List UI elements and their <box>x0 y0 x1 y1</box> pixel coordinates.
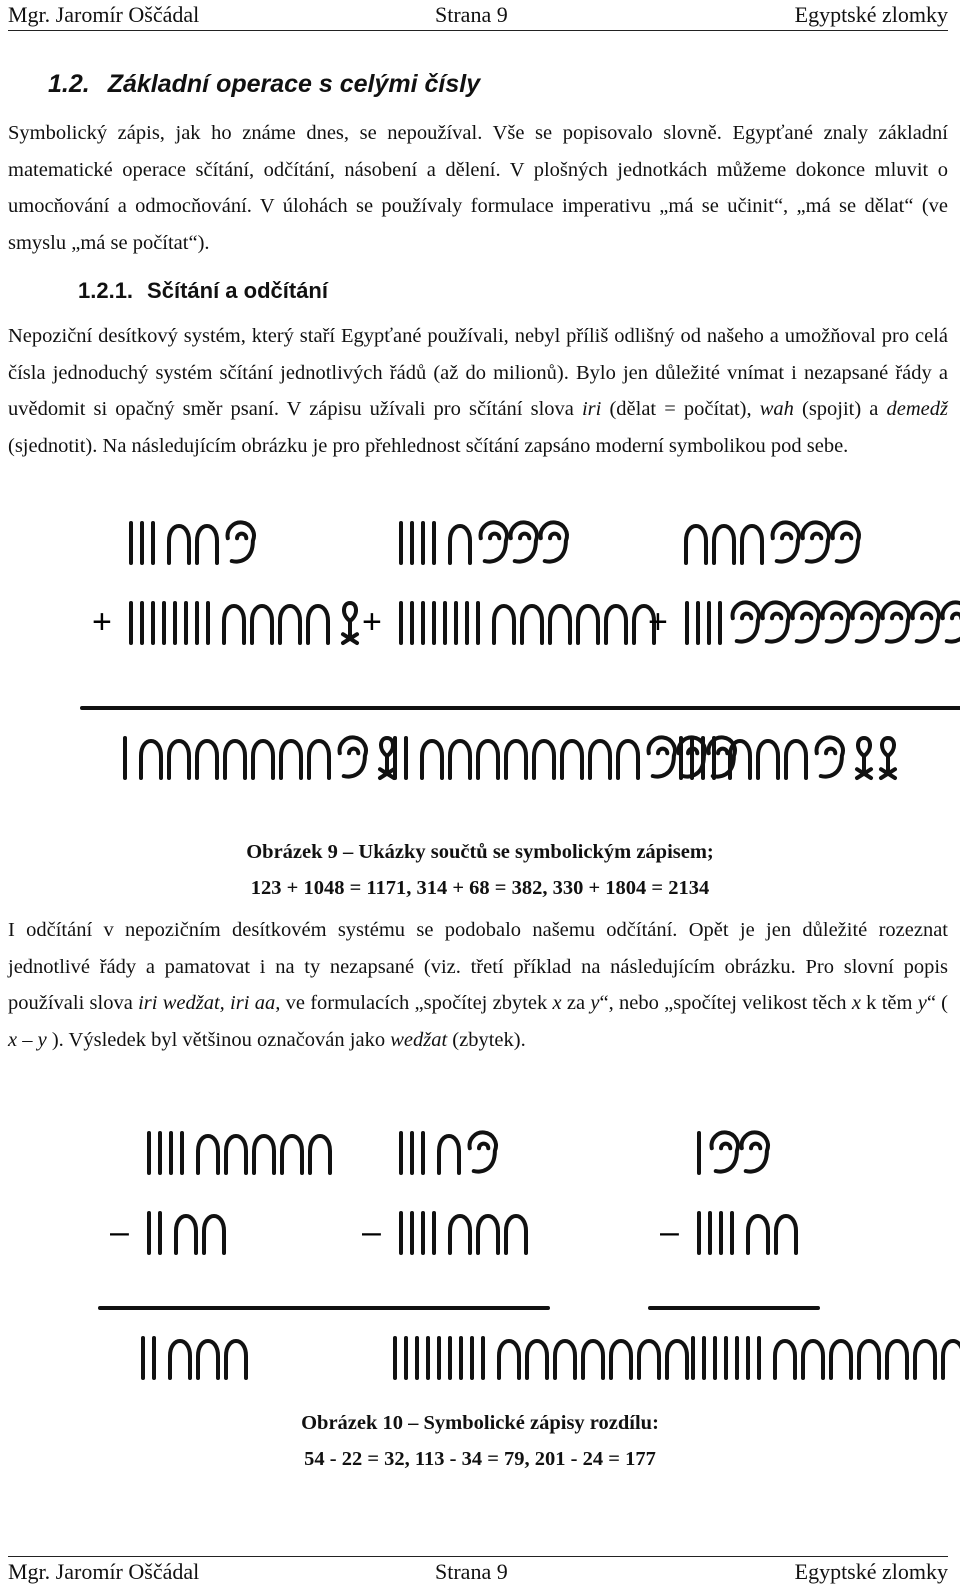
header-doc-title: Egyptské zlomky <box>794 2 948 27</box>
section-title: Základní operace s celými čísly <box>107 70 481 98</box>
hundred-glyph <box>803 522 829 561</box>
operator-sign: – <box>362 1213 381 1251</box>
ten-glyph <box>606 606 626 643</box>
hundred-glyph <box>481 522 507 561</box>
ten-glyph <box>253 741 273 778</box>
hundred-glyph <box>773 522 799 561</box>
addition-example-3-operand-a <box>686 522 859 563</box>
ten-glyph <box>578 606 598 643</box>
ten-glyph <box>550 606 570 643</box>
ten-glyph <box>225 741 245 778</box>
ten-glyph <box>786 741 806 778</box>
subtraction-example-2-result <box>395 1338 687 1378</box>
addition-example-1-result <box>125 737 394 778</box>
subsection-heading <box>78 278 328 304</box>
ten-glyph <box>618 741 638 778</box>
ten-glyph <box>281 741 301 778</box>
ten-glyph <box>499 1341 519 1378</box>
ten-glyph <box>583 1341 603 1378</box>
ten-glyph <box>280 606 300 643</box>
ten-glyph <box>831 1341 851 1378</box>
header-page-number: Strana 9 <box>435 2 508 27</box>
addition-example-1-operand-a <box>131 522 254 563</box>
figure-9-caption-equations: 123 + 1048 = 1171, 314 + 68 = 382, 330 + 1804 = 2134 <box>250 877 710 899</box>
intro-paragraph: Symbolický zápis, jak ho známe dnes, se nepoužíval. Vše se popisovalo slovně. Egypťané znaly základní matematické operace sčítání, odčítání, násobení a dělení. V plošných jednotkách můžeme dokonce mluvit o umocňování a odmocňování. V úlohách se používaly formulace imperativu „má se učinit“, „má se dělat“ (ve smyslu „má se počítat“). <box>8 122 948 254</box>
ten-glyph <box>197 526 217 563</box>
thousand-glyph <box>881 738 895 778</box>
ten-glyph <box>639 1341 659 1378</box>
hundred-glyph <box>649 737 675 776</box>
ten-glyph <box>611 1341 631 1378</box>
thousand-glyph <box>857 738 871 778</box>
ten-glyph <box>197 741 217 778</box>
ten-glyph <box>506 1216 526 1253</box>
subsection-title: Sčítání a odčítání <box>147 278 328 303</box>
ten-glyph <box>803 1341 823 1378</box>
ten-glyph <box>254 1136 274 1173</box>
ten-glyph <box>198 1136 218 1173</box>
subsection-number: 1.2.1. <box>78 278 134 303</box>
ten-glyph <box>527 1341 547 1378</box>
hundred-glyph <box>742 1132 768 1171</box>
word-wedzat: wedžat <box>390 1028 448 1051</box>
addition-example-2-result <box>395 737 735 778</box>
ten-glyph <box>198 1341 218 1378</box>
subtraction-example-2-operand-b <box>401 1213 526 1253</box>
word-wah: wah <box>759 398 794 420</box>
hundred-glyph <box>763 602 789 641</box>
operator-sign: + <box>92 603 112 641</box>
ten-glyph <box>943 1341 960 1378</box>
subtraction-example-2 <box>352 1132 687 1378</box>
ten-glyph <box>758 741 778 778</box>
ten-glyph <box>226 1341 246 1378</box>
hundred-glyph <box>228 522 254 561</box>
subtraction-example-2-operand-a <box>401 1132 496 1173</box>
ten-glyph <box>169 741 189 778</box>
ten-glyph <box>478 1216 498 1253</box>
figure-9-caption <box>0 834 960 906</box>
addition-example-3-result <box>681 737 895 778</box>
hundred-glyph <box>913 602 939 641</box>
hundred-glyph <box>823 602 849 641</box>
ten-glyph <box>667 1341 687 1378</box>
hundred-glyph <box>793 602 819 641</box>
ten-glyph <box>522 606 542 643</box>
ten-glyph <box>282 1136 302 1173</box>
word-iri-wedzat: iri wedžat, iri aa, <box>138 992 281 1014</box>
subtraction-example-3 <box>650 1132 960 1378</box>
ten-glyph <box>714 526 734 563</box>
hundred-glyph <box>470 1132 496 1171</box>
subtraction-example-3-result <box>693 1337 960 1378</box>
hundred-glyph <box>541 522 567 561</box>
operator-sign: – <box>660 1213 679 1251</box>
ten-glyph <box>422 741 442 778</box>
addition-example-2-operand-a <box>401 522 567 563</box>
ten-glyph <box>439 1136 459 1173</box>
ten-glyph <box>450 526 470 563</box>
ten-glyph <box>686 526 706 563</box>
addition-example-1-operand-b <box>131 603 357 643</box>
addition-example-2 <box>352 522 735 778</box>
subtraction-example-3-operand-b <box>699 1213 796 1253</box>
hundred-glyph <box>853 602 879 641</box>
ten-glyph <box>169 526 189 563</box>
ten-glyph <box>887 1341 907 1378</box>
section-heading <box>48 70 480 99</box>
operator-sign: + <box>362 603 382 641</box>
ten-glyph <box>748 1216 768 1253</box>
ten-glyph <box>309 741 329 778</box>
header-author: Mgr. Jaromír Oščádal <box>8 2 200 27</box>
subtraction-example-1-result <box>143 1338 246 1378</box>
ten-glyph <box>506 741 526 778</box>
addition-example-2-operand-b <box>401 603 654 643</box>
ten-glyph <box>494 606 514 643</box>
page-footer <box>8 1556 948 1587</box>
page-header <box>8 0 948 31</box>
thousand-glyph <box>343 603 357 643</box>
ten-glyph <box>450 741 470 778</box>
ten-glyph <box>450 1216 470 1253</box>
hundred-glyph <box>883 602 909 641</box>
expression-x-minus-y: x – y <box>8 1028 47 1051</box>
ten-glyph <box>224 606 244 643</box>
subtraction-example-1 <box>100 1133 352 1378</box>
ten-glyph <box>204 1216 224 1253</box>
operator-sign: + <box>648 603 668 641</box>
word-iri: iri <box>581 398 602 420</box>
ten-glyph <box>776 1216 796 1253</box>
footer-doc-title: Egyptské zlomky <box>794 1559 948 1584</box>
subtraction-paragraph: I odčítání v nepozičním desítkovém systému se podobalo našemu odčítání. Opět je jen důležité rozeznat jednotlivé řády a pamatovat i na ty nezapsané (viz. třetí příklad na následujícím obrázku. Pro slovní popis používali slova iri wedžat, iri aa, ve formulacích „spočítej zbytek x za y“, nebo „spočítej velikost těch x k těm y“ ( x – y ). Výsledek byl většinou označován jako wedžat (zbytek). <box>8 919 949 1051</box>
hundred-glyph <box>817 737 843 776</box>
ten-glyph <box>859 1341 879 1378</box>
ten-glyph <box>308 606 328 643</box>
subtraction-example-1-operand-b <box>149 1213 224 1253</box>
hundred-glyph <box>733 602 759 641</box>
operator-sign: – <box>110 1213 129 1251</box>
ten-glyph <box>915 1341 935 1378</box>
hundred-glyph <box>712 1132 738 1171</box>
figure-10-caption-title: Obrázek 10 – Symbolické zápisy rozdílu: <box>301 1412 659 1434</box>
ten-glyph <box>310 1136 330 1173</box>
ten-glyph <box>742 526 762 563</box>
figure-10-caption-equations: 54 - 22 = 32, 113 - 34 = 79, 201 - 24 = 177 <box>304 1448 656 1470</box>
ten-glyph <box>141 741 161 778</box>
ten-glyph <box>176 1216 196 1253</box>
addition-example-1 <box>82 522 394 778</box>
hundred-glyph <box>511 522 537 561</box>
figure-9-hieroglyphic-addition <box>0 508 960 808</box>
footer-author: Mgr. Jaromír Oščádal <box>8 1559 200 1584</box>
ten-glyph <box>562 741 582 778</box>
ten-glyph <box>252 606 272 643</box>
addition-paragraph: Nepoziční desítkový systém, který staří Egypťané používali, nebyl příliš odlišný od našeho a umožňoval pro celá čísla jednoduchý systém sčítání jednotlivých řádů (až do milionů). Bylo jen důležité vnímat i nezapsané řády a uvědomit si opačný směr psaní. V zápisu užívali pro sčítání slova iri (dělat = počítat), wah (spojit) a demedž (sjednotit). Na následujícím obrázku je pro přehlednost sčítání zapsáno moderní symbolikou pod sebe. <box>8 325 948 457</box>
addition-example-3-operand-b <box>687 602 960 643</box>
ten-glyph <box>534 741 554 778</box>
figure-9-caption-title: Obrázek 9 – Ukázky součtů se symbolickým zápisem; <box>246 841 714 863</box>
ten-glyph <box>590 741 610 778</box>
ten-glyph <box>555 1341 575 1378</box>
subtraction-example-3-operand-a <box>699 1132 768 1173</box>
thousand-glyph <box>380 738 394 778</box>
hundred-glyph <box>833 522 859 561</box>
hundred-glyph <box>340 737 366 776</box>
ten-glyph <box>775 1341 795 1378</box>
ten-glyph <box>478 741 498 778</box>
subtraction-example-1-operand-a <box>149 1133 330 1173</box>
hundred-glyph <box>943 602 960 641</box>
section-number: 1.2. <box>48 70 90 98</box>
footer-page-number: Strana 9 <box>435 1559 508 1584</box>
ten-glyph <box>170 1341 190 1378</box>
ten-glyph <box>226 1136 246 1173</box>
figure-10-hieroglyphic-subtraction <box>0 1118 960 1408</box>
word-demedz: demedž <box>886 398 948 420</box>
figure-10-caption <box>0 1405 960 1477</box>
